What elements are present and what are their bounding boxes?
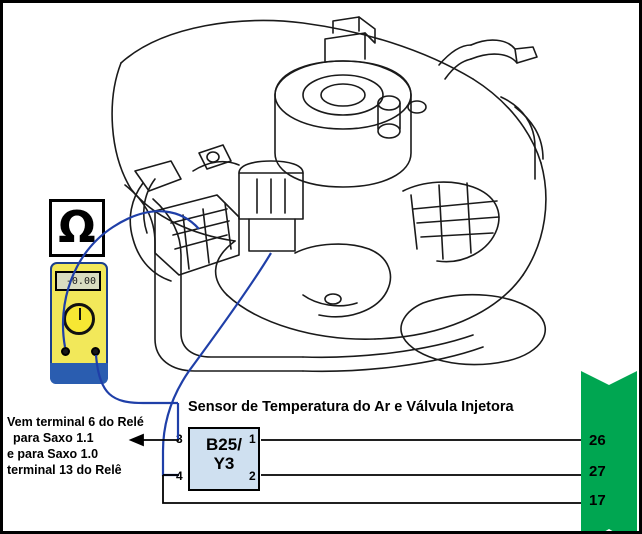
- left-note-line-1: Vem terminal 6 do Relé: [7, 415, 144, 429]
- left-note-line-4: terminal 13 do Relê: [7, 463, 122, 477]
- connector-name-line-1: B25/: [206, 435, 242, 454]
- left-note: [7, 414, 144, 478]
- multimeter-dial[interactable]: [63, 303, 95, 335]
- connector-name-line-2: Y3: [213, 454, 235, 473]
- pin-label-4: 4: [176, 469, 183, 483]
- multimeter-jack-com[interactable]: [61, 347, 70, 356]
- terminal-label-27: 27: [589, 463, 606, 480]
- multimeter-base: [50, 363, 108, 384]
- terminal-label-17: 17: [589, 492, 606, 509]
- pin-label-2: 2: [249, 469, 256, 483]
- pin-label-3: 3: [176, 432, 183, 446]
- terminal-label-26: 26: [589, 432, 606, 449]
- pin-label-1: 1: [249, 432, 256, 446]
- left-note-line-2: para Saxo 1.1: [13, 431, 94, 445]
- multimeter-display: -0.00: [55, 271, 101, 291]
- connector-name: [190, 435, 258, 473]
- ohm-symbol: Ω: [49, 199, 105, 257]
- left-note-line-3: e para Saxo 1.0: [7, 447, 99, 461]
- multimeter-jack-ohm[interactable]: [91, 347, 100, 356]
- diagram-caption: Sensor de Temperatura do Ar e Válvula Injetora: [188, 399, 514, 415]
